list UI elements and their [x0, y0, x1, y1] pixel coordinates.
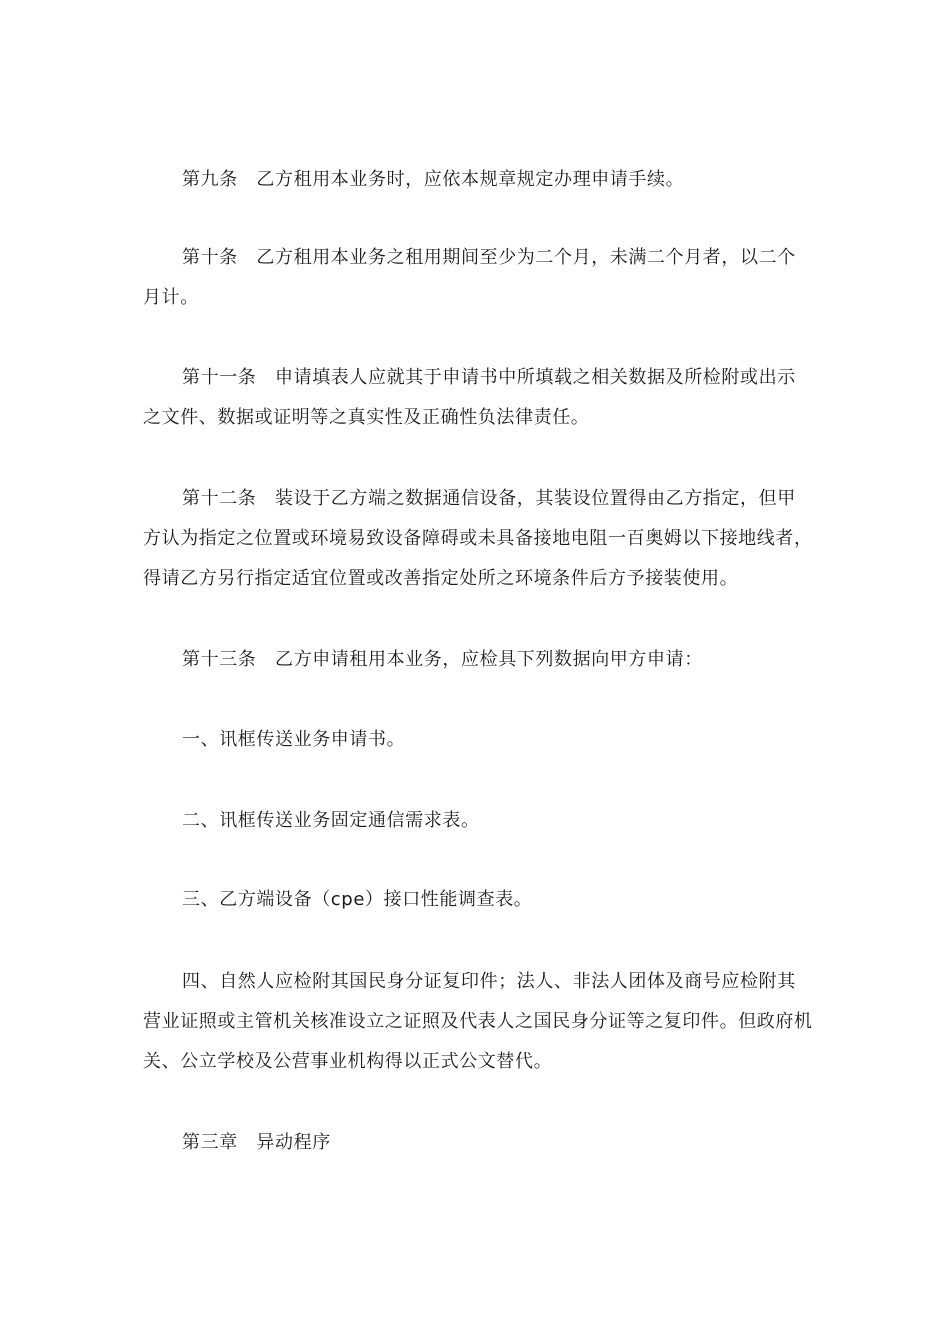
- article-13: 第十三条 乙方申请租用本业务，应检具下列数据向甲方申请：: [182, 649, 703, 670]
- list-item-4: 四、自然人应检附其国民身分证复印件；法人、非法人团体及商号应检附其营业证照或主管机关核准设立之证照及代表人之国民身分证等之复印件。但政府机关、公立学校及公营事业机构得以正式公文替代。: [143, 971, 813, 1072]
- article-12: 第十二条 装设于乙方端之数据通信设备，其装设位置得由乙方指定，但甲方认为指定之位置或环境易致设备障碍或未具备接地电阻一百奥姆以下接地线者，得请乙方另行指定适宜位置或改善指定处所之环境条件后方予接装使用。: [143, 488, 813, 589]
- chapter-3-heading: 第三章 异动程序: [182, 1132, 331, 1153]
- article-9: 第九条 乙方租用本业务时，应依本规章规定办理申请手续。: [182, 169, 685, 190]
- list-item-2: 二、讯框传送业务固定通信需求表。: [182, 810, 480, 831]
- list-item-3: 三、乙方端设备（cpe）接口性能调查表。: [182, 889, 533, 910]
- article-10: 第十条 乙方租用本业务之租用期间至少为二个月，未满二个月者，以二个月计。: [143, 247, 796, 308]
- list-item-1: 一、讯框传送业务申请书。: [182, 729, 406, 750]
- article-11: 第十一条 申请填表人应就其于申请书中所填载之相关数据及所检附或出示之文件、数据或证明等之真实性及正确性负法律责任。: [143, 367, 796, 428]
